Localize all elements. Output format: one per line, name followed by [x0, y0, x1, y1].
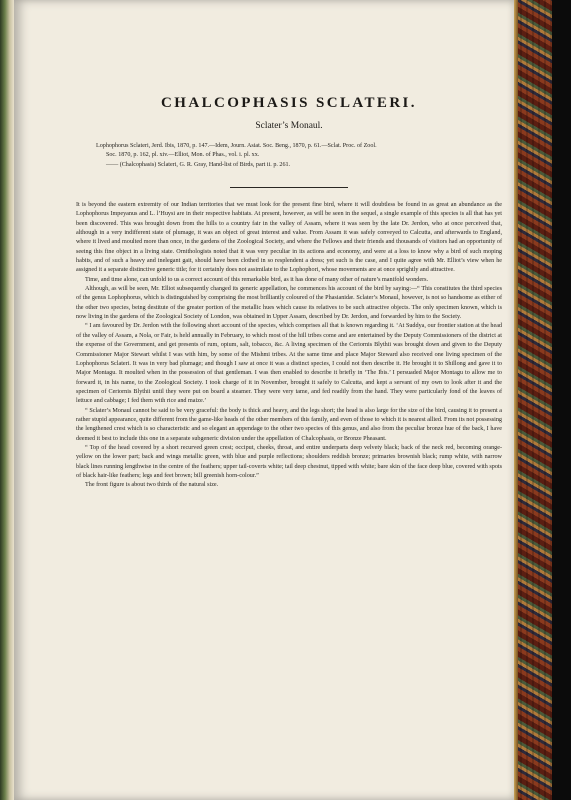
paragraph: Time, and time alone, can unfold to us a correct account of this remarkable bird, as it has done of many other of nature’s manifold wonders.	[85, 276, 429, 283]
reference-line: Lophophorus Sclateri, Jerd. Ibis, 1870, p. 147.—Idem, Journ. Asiat. Soc. Beng., 1870, p. 61.—Sclat. Proc. of Zool.	[96, 143, 377, 149]
gilt-page-edge	[514, 0, 518, 800]
synonymy-references	[96, 142, 496, 170]
scan-border	[552, 0, 571, 800]
body-text	[76, 201, 502, 491]
reference-line: Soc. 1870, p. 162, pl. xiv.—Elliot, Mon. of Phas., vol. i. pl. xx.	[106, 152, 260, 159]
section-divider	[230, 187, 348, 188]
page-subtitle: Sclater’s Monaul.	[255, 121, 323, 131]
paragraph: “ Top of the head covered by a short recurved green crest; occiput, cheeks, throat, and entire underparts deep velvety black; back of the neck red, becoming orange-yellow on the lower part; back and wings metallic green, with blue and purple reflections; shoulders reddish bronze; primaries brownish black; rump white, with narrow black lines running lengthwise in the centre of the feathers; upper tail-coverts white; tail deep chestnut, tipped with white; bare skin of the face deep blue, covered with spots of black hair-like feathers; legs and feet brown; bill greenish horn-colour.”	[76, 444, 502, 479]
book-page	[14, 0, 514, 800]
paragraph: “ I am favoured by Dr. Jerdon with the following short account of the species, which comprises all that is known regarding it. ‘At Suddya, our frontier station at the head of the valley of Assam, a Nola, or Fair, is held annually in February, to which most of the hill tribes come and are entertained by the Deputy Commissioners of the district at the expense of the Government, and get presents of rum, opium, salt, tobacco, &c. A living specimen of the Ceriornis Blythii was brought down and given to the Deputy Commissioner Major Stewart whilst I was with him, by some of the Mishmi tribes. At the same time and place Major Steward also received one living specimen of the Lophophorus Sclateri. It was in very bad plumage; and though I saw at once it was a distinct species, I could not then describe it. He brought it to Shillong and gave it to Major Montagu. It moulted when in the possession of that gentleman. I was then enabled to describe it briefly in ‘The Ibis.’ I persuaded Major Montagu to allow me to forward it, in his name, to the Zoological Society. I took charge of it in November, brought it safely to Calcutta, and kept a servant of my own to look after it and the specimen of Ceriornis Blythii until they were put on board a steamer. They were very tame, and fed readily from the hand. They were particularly fond of the leaves of lettuce and cabbage; I fed them with rice and maize.’	[76, 323, 502, 405]
paragraph: It is beyond the eastern extremity of our Indian territories that we must look for the present fine bird, where it will doubtless be found in as great an abundance as the Lophophorus Impeyanus and L. l’Huysi are in their respective habitats. At present, however, as will be seen in the sequel, a single example of this species is all that has yet been discovered. This was brought down from the hills to a country fair in the valley of Assam, where it was seen by the late Dr. Jerdon, who at once perceived that, although in a very indifferent state of plumage, it was an object of great interest and value. From Assam it was safely conveyed to Calcutta, and afterwards to England, where it lived and moulted more than once, in the gardens of the Zoological Society, and where the Fellows and their friends and thousands of visitors had an opportunity of seeing this fine object in a living state. Ornithologists noted that it was very peculiar in its actions and economy, and were at a loss to know why a bird of such moping habits, and of such a heavy and inelegant gait, should have been clothed in so resplendent a dress; yet such is the case, and I quite agree with Mr. Elliot’s view when he assigned it a separate distinctive generic title; for it certainly does not assimilate to the Lophophori, whose movements are at once sprightly and attractive.	[76, 202, 502, 274]
paragraph: Although, as will be seen, Mr. Elliot subsequently changed its generic appellation, he commences his account of the bird by saying:—“ This constitutes the third species of the genus Lophophorus, which is distinguished by comprising the most brilliantly coloured of the Phasianidæ. Sclater’s Monaul, however, is not so handsome as either of the other two species, being destitute of the greater portion of the metallic hues which cause its relatives to be such attractive objects. The only specimen known, which is now living in the gardens of the Zoological Society of London, was obtained in Upper Assam, described by Dr. Jerdon, and forwarded by him to the Society.	[76, 286, 502, 321]
paragraph: The front figure is about two thirds of the natural size.	[85, 482, 219, 489]
reference-line: —— (Chalcophasis) Sclateri, G. R. Gray, Hand-list of Birds, part ii. p. 261.	[106, 161, 291, 168]
page-title: CHALCOPHASIS SCLATERI.	[161, 95, 417, 111]
paragraph: “ Sclater’s Monaul cannot be said to be very graceful: the body is thick and heavy, and the legs short; the head is also large for the size of the bird, causing it to present a rather stupid appearance, quite different from the game-like heads of the other members of this family, and even of those to which it is nearest allied. From its not possessing the lengthened crest which is so characteristic and so elegant an appendage to the other two species of this genus, and also from the peculiar bronze hue of the back, I have deemed it best to include this one in a separate subgeneric division under the appellation of Chalcophasis, or Bronze Pheasant.	[76, 407, 502, 442]
marbled-binding-edge	[514, 0, 552, 800]
facing-page-edge	[0, 0, 14, 800]
